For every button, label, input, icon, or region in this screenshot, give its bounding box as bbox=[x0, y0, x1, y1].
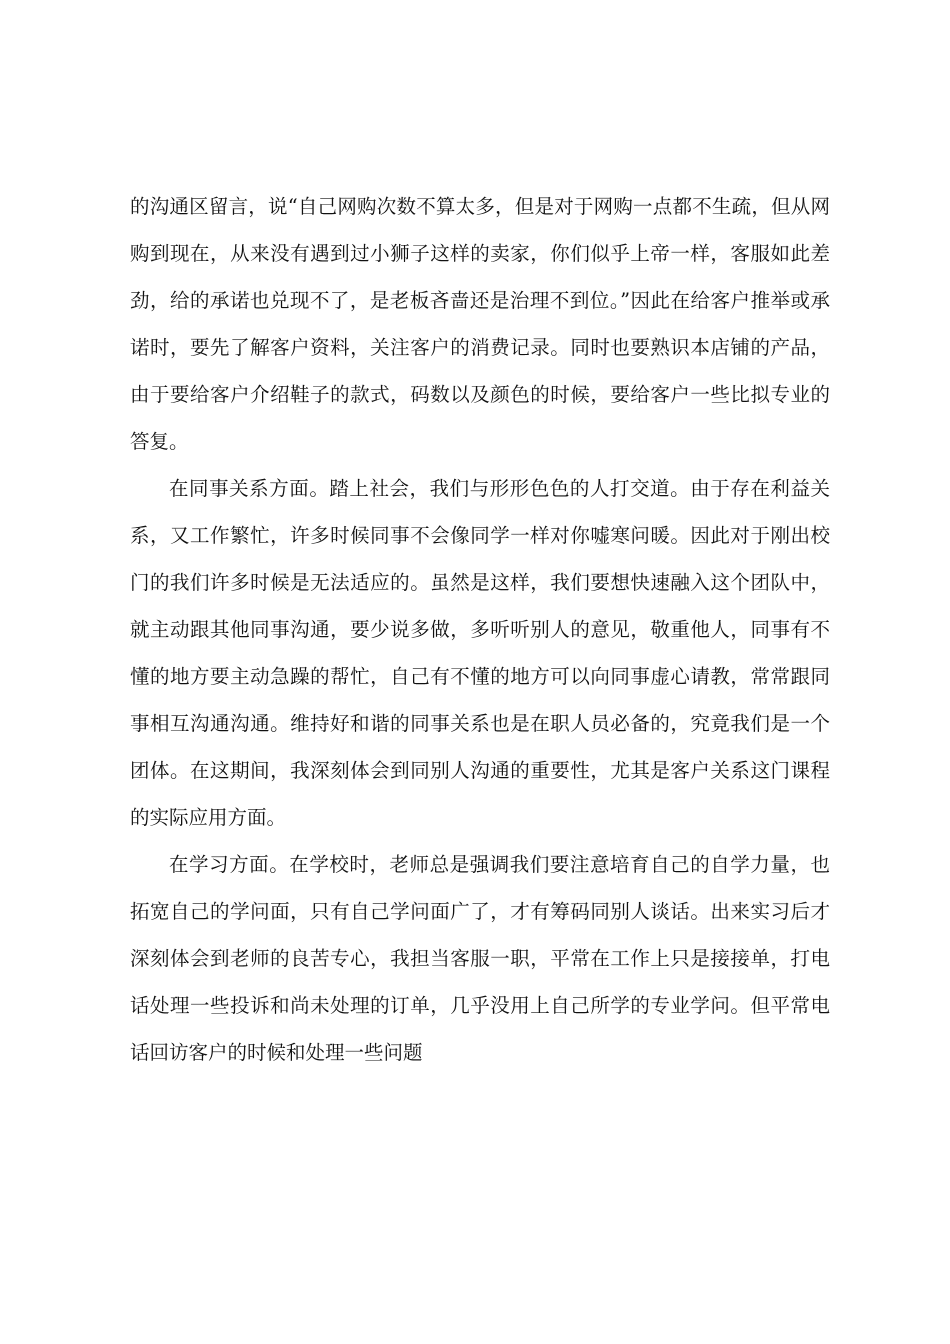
paragraph-customer-service: 的沟通区留言，说“自己网购次数不算太多，但是对于网购一点都不生疏，但从网购到现在，从来没有遇到过小狮子这样的卖家，你们似乎上帝一样，客服如此差劲，给的承诺也兑现不了，是老板吝啬还是治理不到位。”因此在给客户推举或承诺时，要先了解客户资料，关注客户的消费记录。同时也要熟识本店铺的产品，由于要给客户介绍鞋子的款式，码数以及颜色的时候，要给客户一些比拟专业的答复。 bbox=[130, 195, 830, 453]
paragraph-learning: 在学习方面。在学校时，老师总是强调我们要注意培育自己的自学力量，也拓宽自己的学问面，只有自己学问面广了，才有筹码同别人谈话。出来实习后才深刻体会到老师的良苦专心，我担当客服一职，平常在工作上只是接接单，打电话处理一些投诉和尚未处理的订单，几乎没用上自己所学的专业学问。但平常电话回访客户的时候和处理一些问题 bbox=[130, 853, 830, 1064]
document-body bbox=[130, 183, 830, 1076]
paragraph-colleague-relations: 在同事关系方面。踏上社会，我们与形形色色的人打交道。由于存在利益关系，又工作繁忙，许多时候同事不会像同学一样对你嘘寒问暖。因此对于刚出校门的我们许多时候是无法适应的。虽然是这样，我们要想快速融入这个团队中，就主动跟其他同事沟通，要少说多做，多听听别人的意见，敬重他人，同事有不懂的地方要主动急躁的帮忙，自己有不懂的地方可以向同事虚心请教，常常跟同事相互沟通沟通。维持好和谐的同事关系也是在职人员必备的，究竟我们是一个团体。在这期间，我深刻体会到同别人沟通的重要性，尤其是客户关系这门课程的实际应用方面。 bbox=[130, 477, 830, 829]
